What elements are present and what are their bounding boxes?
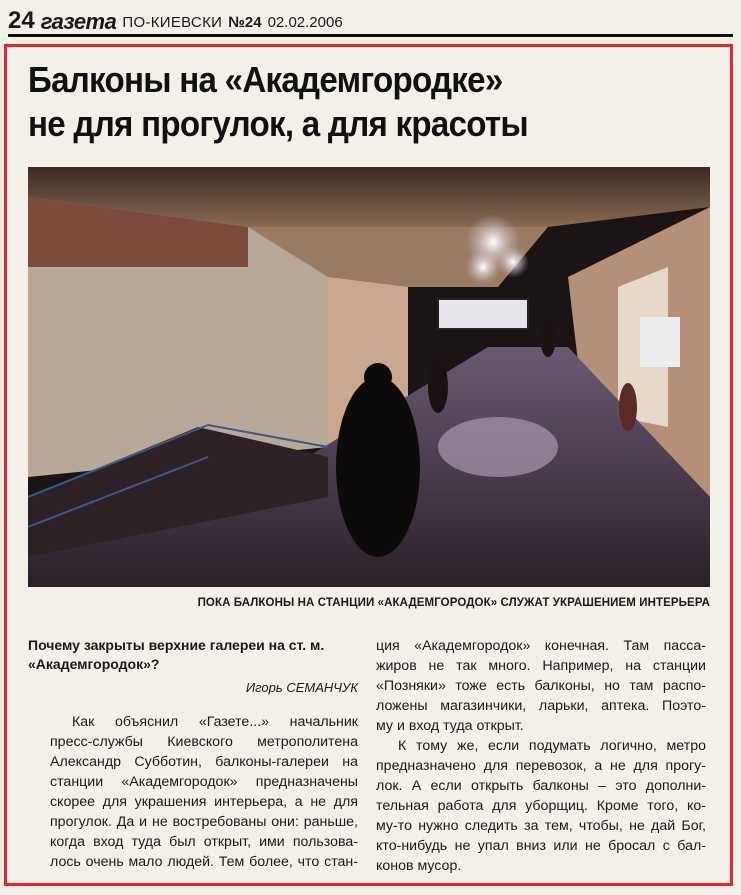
issue-number: №24 — [228, 14, 262, 31]
text-line: ция «Академгородок» конечная. Там пасса- — [376, 638, 706, 654]
text-line: пресс-службы Киевского метрополитена — [50, 734, 358, 750]
text-line: му и вход туда открыт. — [376, 718, 524, 734]
text-line: «Позняки» тоже есть балконы, но там распо- — [376, 678, 706, 694]
text-line: скорее для украшения интерьера, а не для — [50, 794, 358, 810]
text-line: лось очень мало людей. Тем более, что стан- — [50, 854, 358, 870]
text-line: прогулок. Да и не востребованы они: раньше, — [50, 814, 358, 830]
lead-question — [28, 636, 358, 674]
text-line: ложены магазинчики, ларьки, аптека. Поэто- — [376, 698, 706, 714]
text-line: лок. А если открыть балконы – это дополни- — [376, 778, 706, 794]
text-line: предназначено для перевозок, а не для прогу- — [376, 758, 706, 774]
text-line: кто-нибудь не упал вниз или не бросал с бал- — [376, 838, 706, 854]
article-column-right — [376, 636, 706, 876]
text-line: Как объяснил «Газете...» начальник — [72, 714, 358, 730]
body-paragraph — [28, 712, 358, 872]
text-line: Александр Субботин, балконы-галереи на — [50, 754, 358, 770]
text-line: станции «Академгородок» предназначены — [50, 774, 358, 790]
text-line: жиров не так много. Например, на станции — [376, 658, 706, 674]
headline — [28, 58, 654, 146]
question-line: Почему закрыты верхние галереи на ст. м. — [28, 637, 325, 653]
text-line: конов мусор. — [376, 858, 462, 874]
text-line: когда вход туда был открыт, ими пользова- — [50, 834, 358, 850]
photo-caption: ПОКА БАЛКОНЫ НА СТАНЦИИ «АКАДЕМГОРОДОК» СЛУЖАТ УКРАШЕНИЕМ ИНТЕРЬЕРА — [197, 597, 710, 609]
masthead — [8, 4, 733, 37]
text-line: К тому же, если подумать логично, метро — [398, 738, 706, 754]
headline-line-1: Балконы на «Академгородке» — [28, 59, 503, 100]
text-line: тельная работа для уборщиц. Кроме того, ко- — [376, 798, 706, 814]
text-line: му-то нужно следить за тем, чтобы, не дай Бог, — [376, 818, 706, 834]
issue-date: 02.02.2006 — [267, 14, 343, 31]
photo-illustration — [28, 167, 710, 587]
author-byline: Игорь СЕМАНЧУК — [245, 680, 358, 695]
metro-station-photo — [28, 167, 710, 587]
body-paragraph — [376, 636, 706, 736]
body-paragraph — [376, 736, 706, 876]
question-line: «Академгородок»? — [28, 656, 160, 672]
paper-name: газета — [40, 9, 117, 34]
paper-subtitle: ПО-КИЕВСКИ — [122, 14, 223, 31]
article-column-left — [28, 636, 358, 872]
page-number: 24 — [8, 7, 35, 34]
headline-line-2: не для прогулок, а для красоты — [28, 103, 528, 144]
